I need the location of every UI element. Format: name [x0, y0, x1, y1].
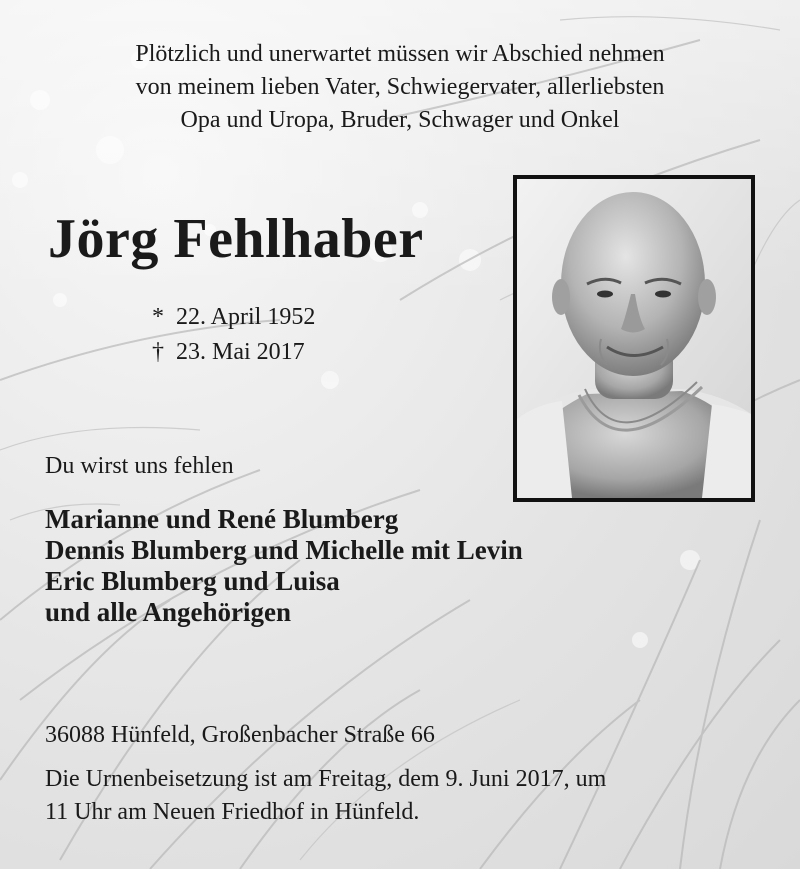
death-cross-icon: †	[152, 339, 164, 365]
intro-line: Opa und Uropa, Bruder, Schwager und Onkel	[180, 107, 620, 133]
intro-line: Plötzlich und unerwartet müssen wir Abschied nehmen	[135, 41, 665, 67]
death-date-line	[152, 335, 315, 370]
birth-star-icon: *	[152, 304, 164, 330]
address: 36088 Hünfeld, Großenbacher Straße 66	[45, 722, 435, 748]
mourner-line: und alle Angehörigen	[45, 597, 292, 627]
death-date: 23. Mai 2017	[176, 339, 305, 365]
portrait-photo	[517, 179, 751, 498]
mourners-list	[45, 504, 523, 628]
mourner-line: Dennis Blumberg und Michelle mit Levin	[45, 535, 523, 565]
intro-text	[30, 38, 770, 137]
mourner-line: Eric Blumberg und Luisa	[45, 566, 340, 596]
farewell-text: Du wirst uns fehlen	[45, 453, 234, 479]
life-dates	[152, 300, 315, 370]
funeral-line: Die Urnenbeisetzung ist am Freitag, dem 9. Juni 2017, um	[45, 766, 607, 792]
birth-date-line	[152, 300, 315, 335]
birth-date: 22. April 1952	[176, 304, 316, 330]
funeral-info	[45, 763, 765, 829]
funeral-line: 11 Uhr am Neuen Friedhof in Hünfeld.	[45, 799, 420, 825]
portrait-photo-frame	[513, 175, 755, 502]
deceased-name: Jörg Fehlhaber	[48, 208, 424, 270]
intro-line: von meinem lieben Vater, Schwiegervater, allerliebsten	[135, 74, 665, 100]
mourner-line: Marianne und René Blumberg	[45, 504, 399, 534]
